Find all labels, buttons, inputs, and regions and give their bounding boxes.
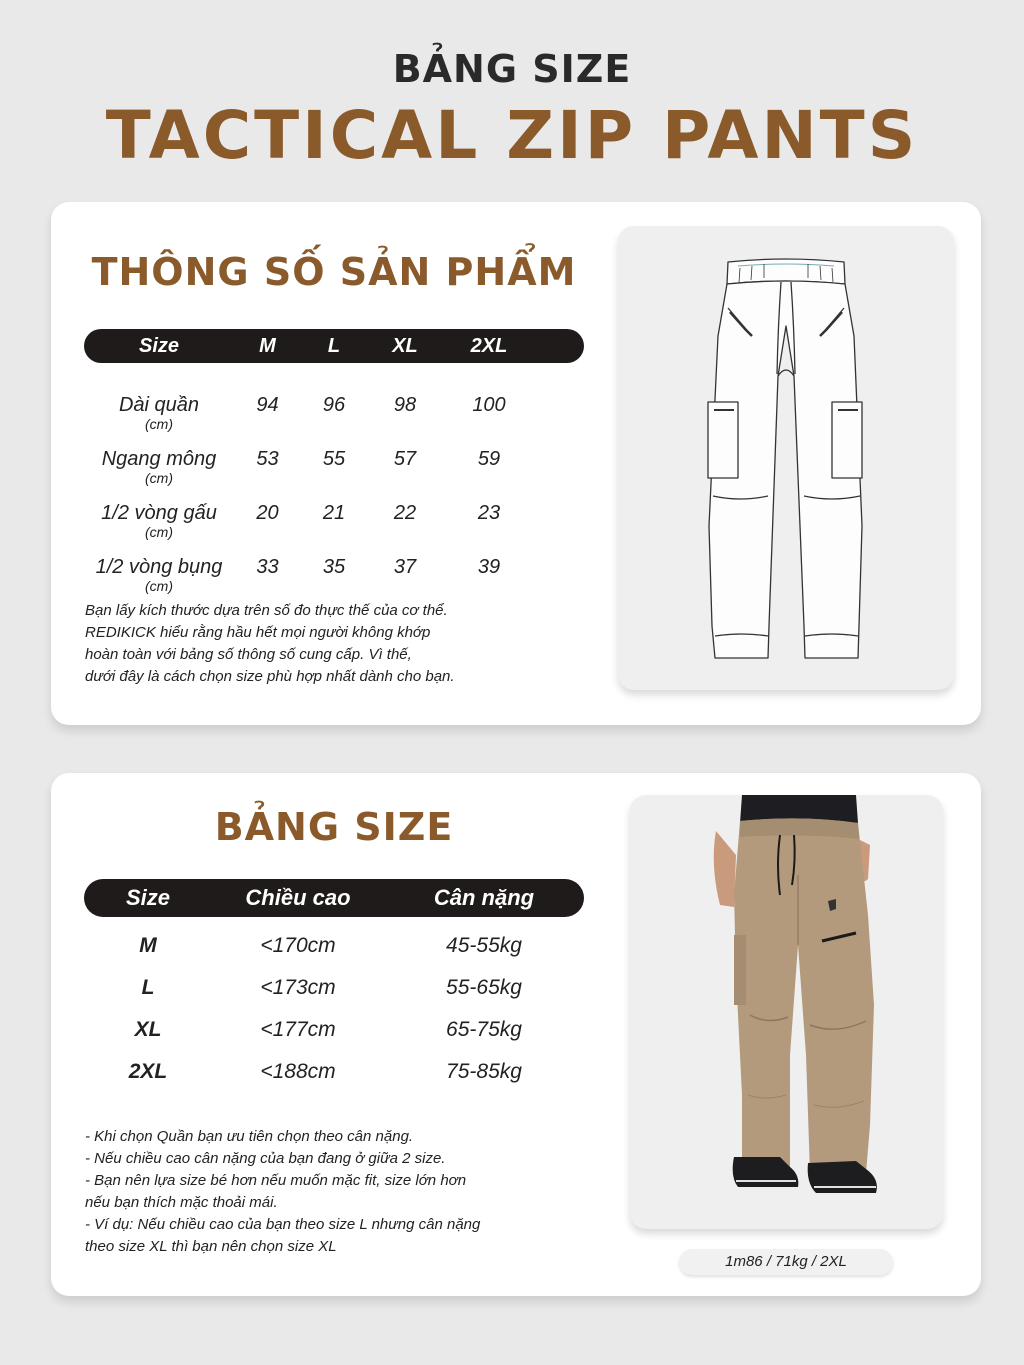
table-cell: 57 bbox=[393, 448, 417, 470]
size-table-header bbox=[84, 879, 584, 917]
note-line: theo size XL thì bạn nên chọn size XL bbox=[85, 1238, 337, 1255]
size-advice-note bbox=[85, 1126, 585, 1258]
table-cell: 33 bbox=[256, 556, 279, 578]
table-cell: 22 bbox=[393, 502, 417, 524]
pants-sketch-icon bbox=[618, 226, 954, 690]
note-line: dưới đây là cách chọn size phù hợp nhất dành cho bạn. bbox=[85, 668, 455, 685]
pants-technical-drawing bbox=[618, 226, 954, 690]
table-cell: 59 bbox=[477, 448, 501, 470]
table-row bbox=[84, 489, 584, 543]
table-cell: 37 bbox=[393, 556, 417, 578]
table-row bbox=[84, 1051, 584, 1093]
page-header bbox=[0, 44, 1024, 174]
measurement-name: 1/2 vòng bụng bbox=[95, 556, 223, 578]
product-specs-card bbox=[51, 202, 981, 725]
table-cell: 20 bbox=[256, 502, 279, 524]
table-cell: 35 bbox=[322, 556, 346, 578]
size-cell: XL bbox=[134, 1018, 162, 1041]
measurement-unit: (cm) bbox=[145, 470, 173, 486]
table-row bbox=[84, 381, 584, 435]
table-cell: 21 bbox=[322, 502, 346, 524]
table-row bbox=[84, 435, 584, 489]
note-line: Bạn lấy kích thước dựa trên số đo thực thế của cơ thể. bbox=[85, 602, 448, 619]
table-cell: 98 bbox=[393, 394, 417, 416]
specs-table bbox=[84, 329, 584, 597]
column-header: Size bbox=[138, 334, 180, 357]
measurement-name: Ngang mông bbox=[101, 448, 217, 470]
table-cell: 53 bbox=[256, 448, 279, 470]
size-chart-card bbox=[51, 773, 981, 1296]
size-chart-title: BẢNG SIZE bbox=[214, 805, 454, 849]
size-cell: M bbox=[139, 934, 157, 957]
table-row bbox=[84, 1009, 584, 1051]
height-cell: <170cm bbox=[260, 934, 336, 957]
specs-title: THÔNG SỐ SẢN PHẨM bbox=[91, 250, 577, 294]
note-line: nếu bạn thích mặc thoải mái. bbox=[85, 1194, 278, 1211]
weight-cell: 65-75kg bbox=[446, 1018, 522, 1041]
table-row bbox=[84, 543, 584, 597]
model-wearing-pants-image bbox=[630, 795, 943, 1229]
size-table bbox=[84, 879, 584, 1093]
column-header: Cân nặng bbox=[433, 885, 535, 910]
row-label bbox=[84, 556, 234, 593]
table-cell: 100 bbox=[472, 394, 506, 416]
height-cell: <177cm bbox=[260, 1018, 336, 1041]
column-header: XL bbox=[392, 334, 418, 357]
measurement-unit: (cm) bbox=[145, 524, 173, 540]
table-cell: 39 bbox=[477, 556, 501, 578]
note-line: - Khi chọn Quần bạn ưu tiên chọn theo cân nặng. bbox=[85, 1128, 414, 1145]
column-header: M bbox=[259, 334, 276, 357]
note-line: - Ví dụ: Nếu chiều cao của bạn theo size L nhưng cân nặng bbox=[85, 1216, 481, 1233]
table-cell: 96 bbox=[322, 394, 346, 416]
measurement-unit: (cm) bbox=[145, 578, 173, 594]
measurement-unit: (cm) bbox=[145, 416, 173, 432]
row-label bbox=[84, 448, 234, 485]
weight-cell: 75-85kg bbox=[446, 1060, 522, 1083]
measurement-name: 1/2 vòng gấu bbox=[101, 502, 217, 524]
column-header: 2XL bbox=[470, 334, 508, 357]
table-cell: 94 bbox=[256, 394, 279, 416]
specs-table-header bbox=[84, 329, 584, 363]
height-cell: <173cm bbox=[260, 976, 336, 999]
note-line: hoàn toàn với bảng số thông số cung cấp. Vì thế, bbox=[85, 646, 412, 663]
table-row bbox=[84, 967, 584, 1009]
size-cell: 2XL bbox=[128, 1060, 168, 1083]
model-caption: 1m86 / 71kg / 2XL bbox=[679, 1249, 893, 1275]
column-header: L bbox=[327, 334, 341, 357]
header-subtitle: BẢNG SIZE bbox=[392, 47, 632, 91]
note-line: - Nếu chiều cao cân nặng của bạn đang ở giữa 2 size. bbox=[85, 1150, 446, 1167]
column-header: Chiều cao bbox=[245, 885, 351, 910]
column-header: Size bbox=[125, 885, 171, 910]
weight-cell: 55-65kg bbox=[446, 976, 522, 999]
note-line: REDIKICK hiểu rằng hầu hết mọi người không khớp bbox=[85, 624, 431, 641]
table-cell: 23 bbox=[477, 502, 501, 524]
size-cell: L bbox=[141, 976, 155, 999]
table-cell: 55 bbox=[322, 448, 346, 470]
specs-note bbox=[85, 600, 585, 688]
row-label bbox=[84, 394, 234, 431]
note-line: - Bạn nên lựa size bé hơn nếu muốn mặc fit, size lớn hơn bbox=[85, 1172, 467, 1189]
header-title: TACTICAL ZIP PANTS bbox=[105, 97, 919, 174]
row-label bbox=[84, 502, 234, 539]
table-row bbox=[84, 925, 584, 967]
model-photo bbox=[630, 795, 943, 1229]
weight-cell: 45-55kg bbox=[446, 934, 522, 957]
measurement-name: Dài quần bbox=[118, 394, 200, 416]
height-cell: <188cm bbox=[260, 1060, 336, 1083]
